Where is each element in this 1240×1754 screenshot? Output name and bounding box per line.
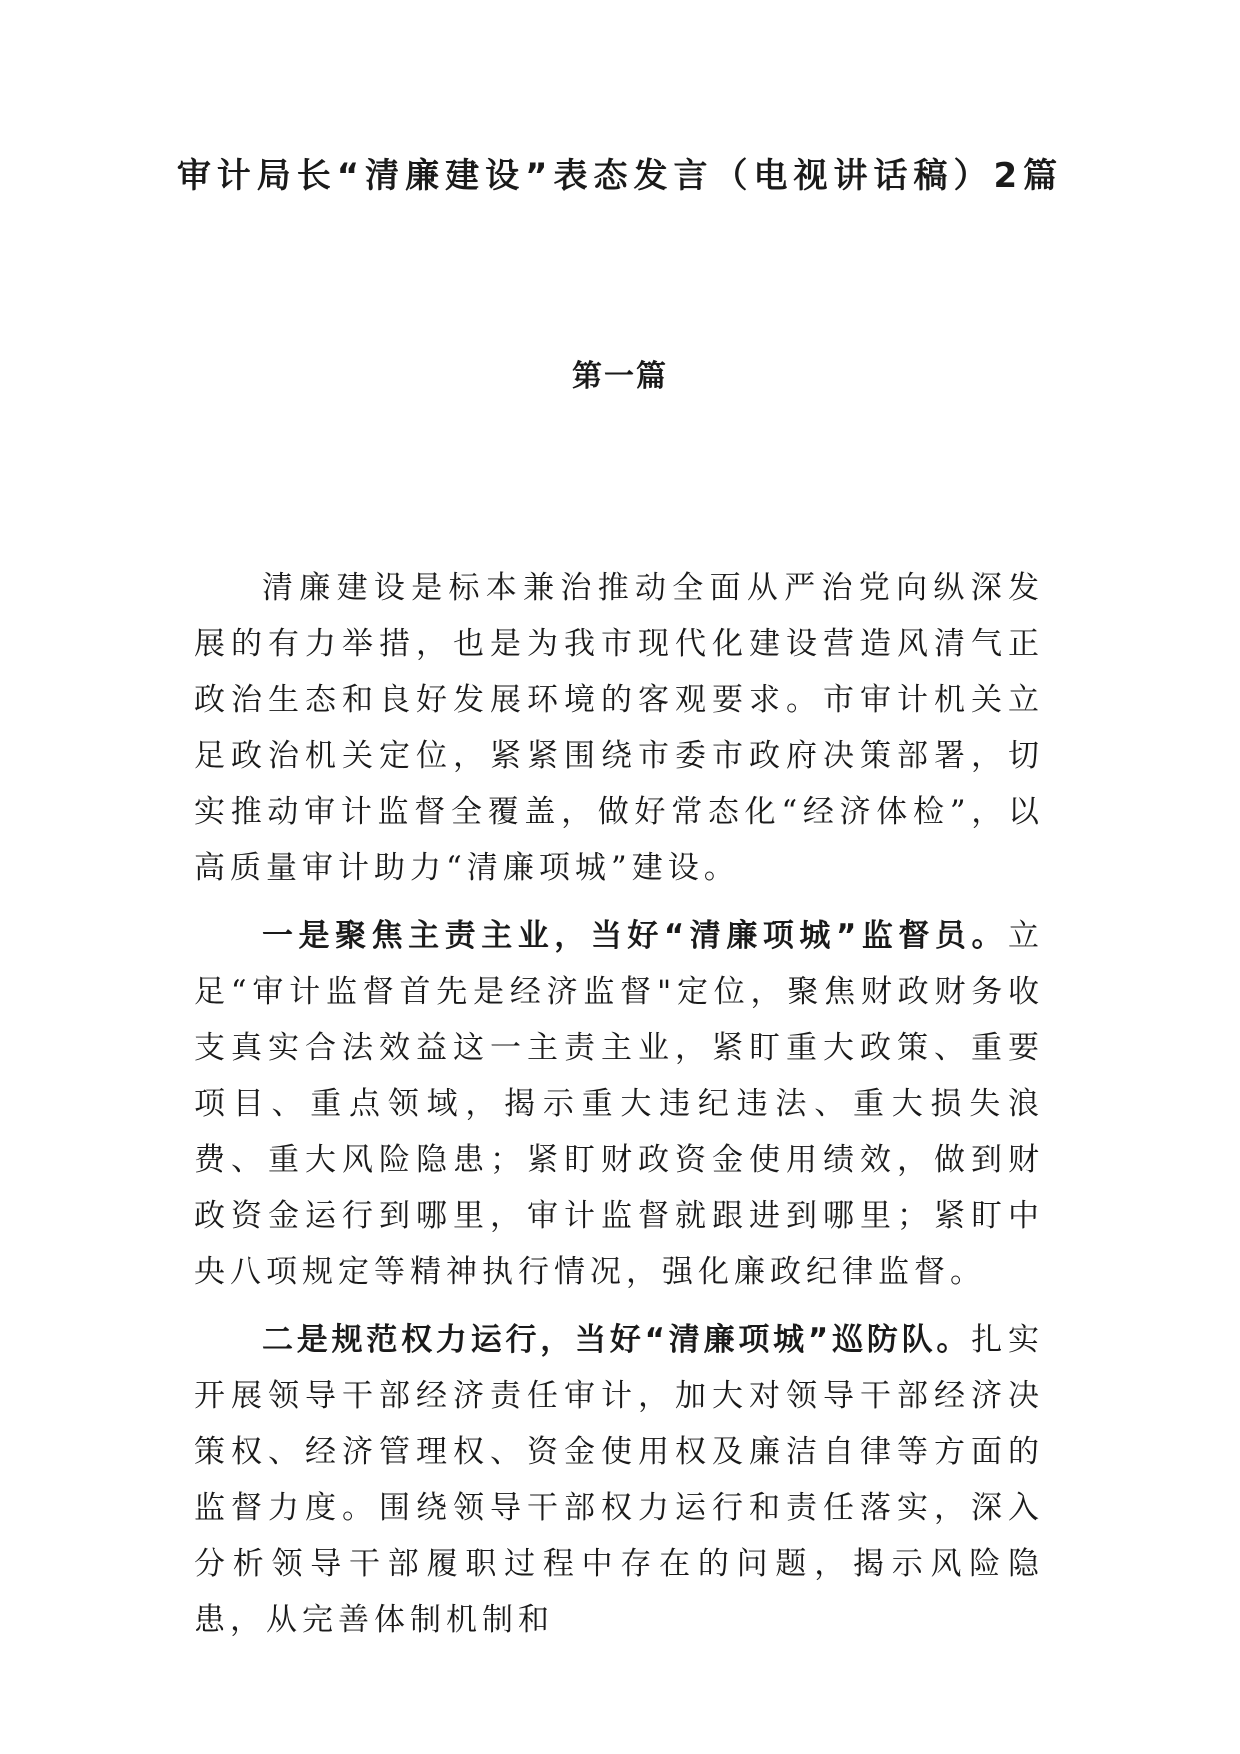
section-title: 第一篇: [572, 359, 668, 394]
paragraph-lead-heading: 一是聚焦主责主业，当好“清廉项城”监督员。: [262, 918, 1008, 954]
paragraph-point-two: [194, 1312, 1044, 1648]
paragraph-text: 扎实开展领导干部经济责任审计，加大对领导干部经济决策权、经济管理权、资金使用权及廉洁自律等方面的监督力度。围绕领导干部权力运行和责任落实，深入分析领导干部履职过程中存在的问题，揭示风险隐患，从完善体制机制和: [194, 1322, 1045, 1638]
paragraph-lead-heading: 二是规范权力运行，当好“清廉项城”巡防队。: [262, 1322, 972, 1358]
paragraph-intro: [194, 560, 1044, 896]
paragraph-point-one: [194, 908, 1044, 1300]
document-title: 审计局长“清廉建设”表态发言（电视讲话稿）2篇: [176, 156, 1064, 196]
document-body: [194, 560, 1044, 1660]
paragraph-text: 立足“审计监督首先是经济监督"定位，聚焦财政财务收支真实合法效益这一主责主业，紧盯重大政策、重要项目、重点领域，揭示重大违纪违法、重大损失浪费、重大风险隐患；紧盯财政资金使用绩效，做到财政资金运行到哪里，审计监督就跟进到哪里；紧盯中央八项规定等精神执行情况，强化廉政纪律监督。: [194, 918, 1044, 1290]
paragraph-text: 清廉建设是标本兼治推动全面从严治党向纵深发展的有力举措，也是为我市现代化建设营造风清气正政治生态和良好发展环境的客观要求。市审计机关立足政治机关定位，紧紧围绕市委市政府决策部署，切实推动审计监督全覆盖，做好常态化“经济体检”，以高质量审计助力“清廉项城”建设。: [194, 570, 1044, 886]
